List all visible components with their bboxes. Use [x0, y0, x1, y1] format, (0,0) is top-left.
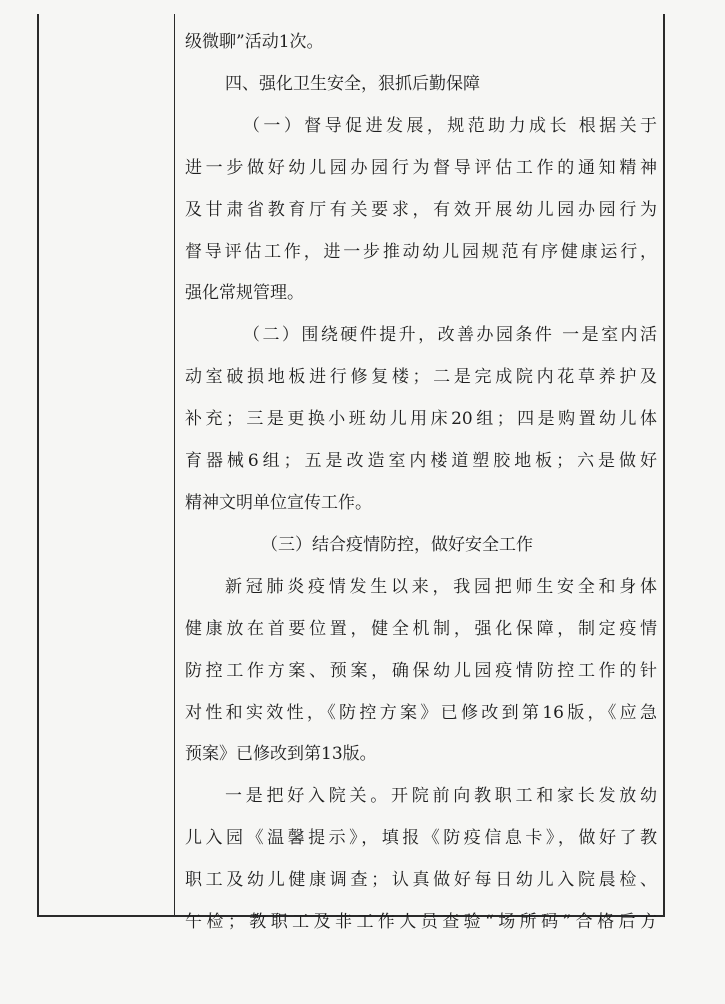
text-line: 四、强化卫生安全，狠抓后勤保障: [225, 73, 480, 94]
text-line: 防控工作方案、预案，确保幼儿园疫情防控工作的针: [185, 660, 657, 681]
text-line: 强化常规管理。: [185, 283, 304, 304]
text-line: 对性和实效性，《防控方案》已修改到第16版，《应急: [185, 702, 657, 723]
table-frame: [37, 14, 665, 933]
text-line: 职工及幼儿健康调查；认真做好每日幼儿入院晨检、: [185, 870, 657, 891]
text-line: 午检；教职工及非工作人员查验“场所码”合格后方: [185, 912, 657, 933]
text-line: 精神文明单位宣传工作。: [185, 492, 372, 513]
text-line: 育器械6组；五是改造室内楼道塑胶地板；六是做好: [185, 451, 657, 472]
text-line: 及甘肃省教育厅有关要求，有效开展幼儿园办园行为: [185, 199, 657, 220]
left-label-cell: [39, 14, 174, 915]
text-line: 一是把好入院关。开院前向教职工和家长发放幼: [225, 786, 657, 807]
document-body: [185, 22, 657, 944]
text-line: 督导评估工作，进一步推动幼儿园规范有序健康运行，: [185, 241, 657, 262]
column-divider: [174, 14, 175, 915]
text-line: 新冠肺炎疫情发生以来，我园把师生安全和身体: [225, 576, 657, 597]
text-line: 健康放在首要位置，健全机制，强化保障，制定疫情: [185, 618, 657, 639]
text-line: （二）围绕硬件提升，改善办园条件 一是室内活: [243, 325, 657, 346]
text-line: 级微聊”活动1次。: [185, 32, 324, 52]
text-line: 补充；三是更换小班幼儿用床20组；四是购置幼儿体: [185, 409, 657, 430]
text-line: 进一步做好幼儿园办园行为督导评估工作的通知精神: [185, 157, 657, 178]
text-line: （一）督导促进发展，规范助力成长 根据关于: [243, 115, 657, 136]
text-line: （三）结合疫情防控，做好安全工作: [261, 534, 533, 555]
text-line: 动室破损地板进行修复楼；二是完成院内花草养护及: [185, 367, 657, 388]
text-line: 预案》已修改到第13版。: [185, 744, 377, 765]
text-line: 儿入园《温馨提示》，填报《防疫信息卡》，做好了教: [185, 828, 657, 849]
